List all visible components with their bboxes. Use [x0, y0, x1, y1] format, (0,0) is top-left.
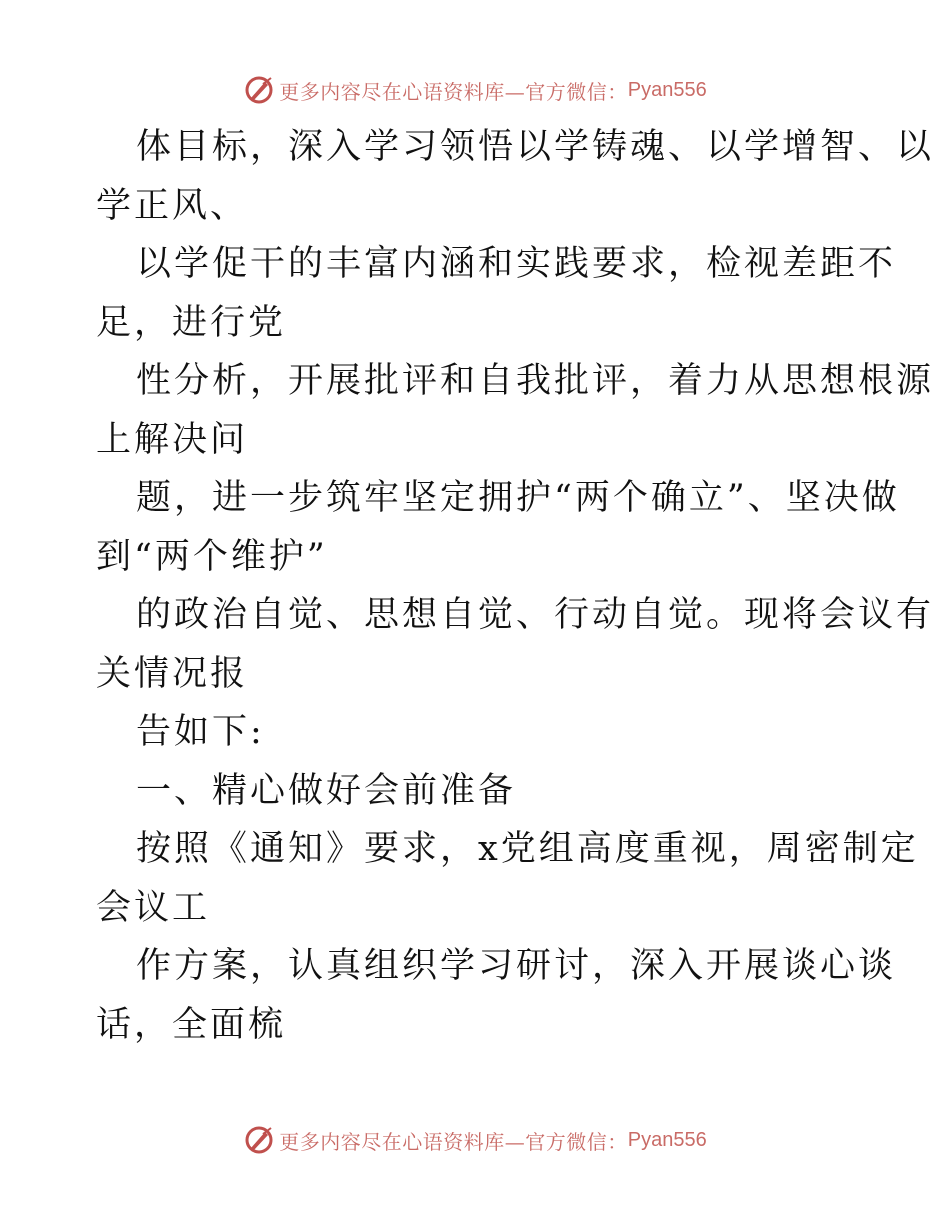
quill-logo-icon [243, 1124, 275, 1156]
paragraph-line: 足，进行党 [96, 302, 287, 343]
paragraph-line: 体目标，深入学习领悟以学铸魂、以学增智、以 [136, 127, 935, 167]
paragraph-line: 作方案，认真组织学习研讨，深入开展谈心谈 [136, 946, 897, 986]
paragraph-line: 按照《通知》要求，x党组高度重视，周密制定 [136, 829, 919, 869]
footer-wechat-id: Pyan556 [627, 1128, 707, 1151]
paragraph-line: 到“两个维护” [96, 536, 328, 577]
paragraph-line: 学正风、 [96, 185, 249, 226]
paragraph-line: 性分析，开展批评和自我批评，着力从思想根源 [136, 361, 935, 401]
paragraph-line: 以学促干的丰富内涵和实践要求，检视差距不 [136, 244, 897, 284]
header-banner [0, 70, 950, 110]
header-banner-text: 更多内容尽在心语资料库—官方微信： [279, 79, 628, 104]
footer-banner [0, 1120, 950, 1160]
footer-banner-text: 更多内容尽在心语资料库—官方微信： [279, 1129, 628, 1154]
paragraph-line: 上解决问 [96, 419, 249, 460]
paragraph-line: 告如下: [136, 712, 265, 752]
quill-logo-icon [243, 74, 275, 106]
paragraph-line: 会议工 [96, 887, 211, 928]
document-body [96, 118, 935, 1054]
paragraph-line: 话，全面梳 [96, 1004, 287, 1045]
section-heading: 一、精心做好会前准备 [136, 770, 517, 811]
paragraph-line: 题，进一步筑牢坚定拥护“两个确立”、坚决做 [136, 478, 900, 518]
header-wechat-id: Pyan556 [627, 78, 707, 101]
paragraph-line: 关情况报 [96, 653, 249, 694]
paragraph-line: 的政治自觉、思想自觉、行动自觉。现将会议有 [136, 595, 935, 635]
